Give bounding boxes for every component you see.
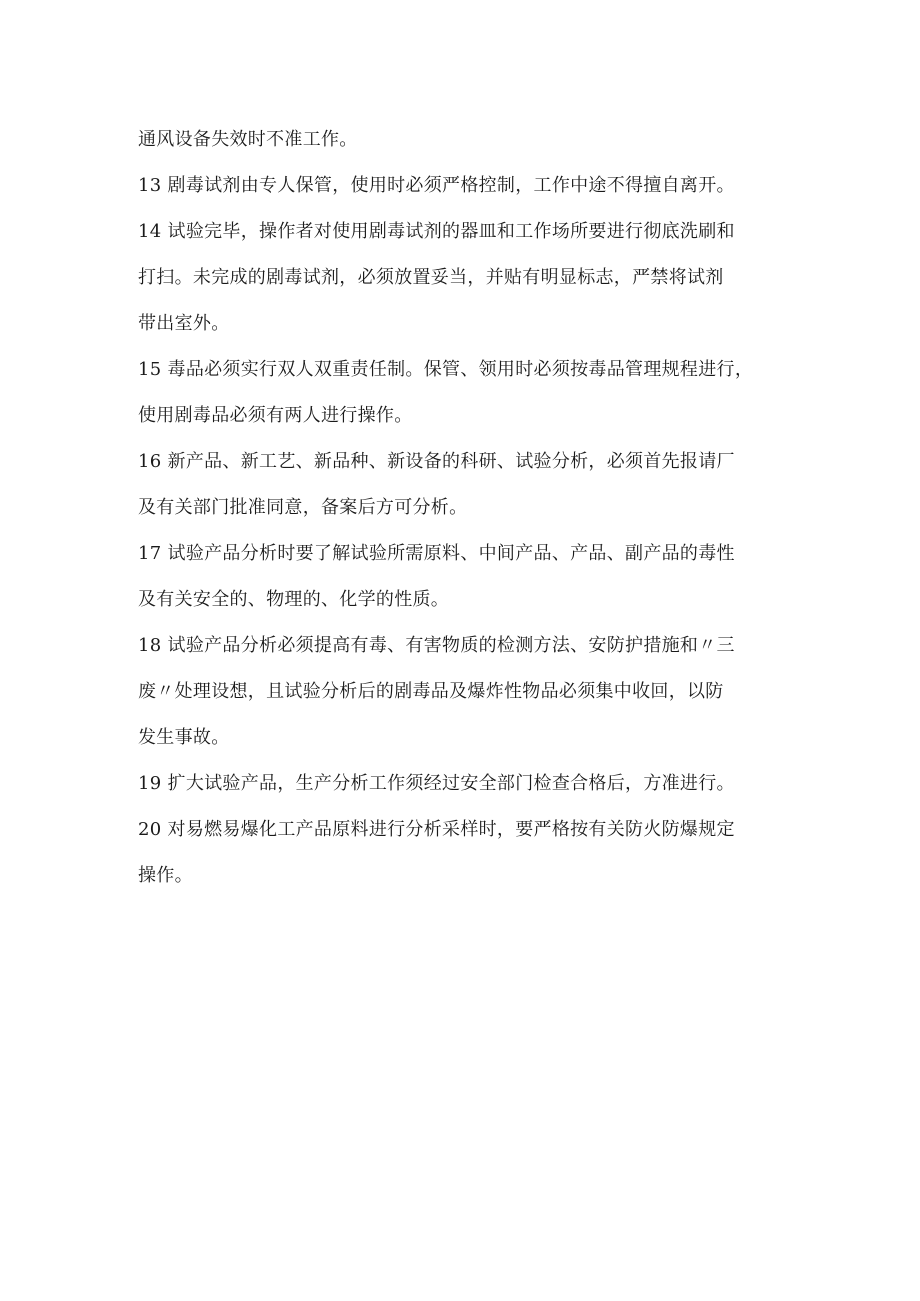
- text-line-2: 13 剧毒试剂由专人保管，使用时必须严格控制，工作中途不得擅自离开。: [138, 175, 735, 196]
- text-line-14: 发生事故。: [138, 727, 230, 748]
- text-line-8: 16 新产品、新工艺、新品种、新设备的科研、试验分析，必须首先报请厂: [138, 451, 735, 472]
- text-line-13: 废〃处理设想，且试验分析后的剧毒品及爆炸性物品必须集中收回，以防: [138, 681, 724, 702]
- text-line-15: 19 扩大试验产品，生产分析工作须经过安全部门检查合格后，方准进行。: [138, 773, 735, 794]
- text-line-7: 使用剧毒品必须有两人进行操作。: [138, 405, 413, 426]
- text-line-9: 及有关部门批准同意，备案后方可分析。: [138, 497, 468, 518]
- text-line-12: 18 试验产品分析必须提高有毒、有害物质的检测方法、安防护措施和〃三: [138, 635, 735, 656]
- text-line-4: 打扫。未完成的剧毒试剂，必须放置妥当，并贴有明显标志，严禁将试剂: [138, 267, 724, 288]
- text-line-17: 操作。: [138, 865, 193, 886]
- text-line-16: 20 对易燃易爆化工产品原料进行分析采样时，要严格按有关防火防爆规定: [138, 819, 735, 840]
- text-line-1: 通风设备失效时不准工作。: [138, 129, 358, 150]
- text-line-5: 带出室外。: [138, 313, 230, 334]
- text-line-10: 17 试验产品分析时要了解试验所需原料、中间产品、产品、副产品的毒性: [138, 543, 735, 564]
- text-line-11: 及有关安全的、物理的、化学的性质。: [138, 589, 450, 610]
- text-line-3: 14 试验完毕，操作者对使用剧毒试剂的器皿和工作场所要进行彻底洗刷和: [138, 221, 735, 242]
- text-line-6: 15 毒品必须实行双人双重责任制。保管、领用时必须按毒品管理规程进行，: [138, 359, 754, 380]
- document-body: [138, 121, 798, 903]
